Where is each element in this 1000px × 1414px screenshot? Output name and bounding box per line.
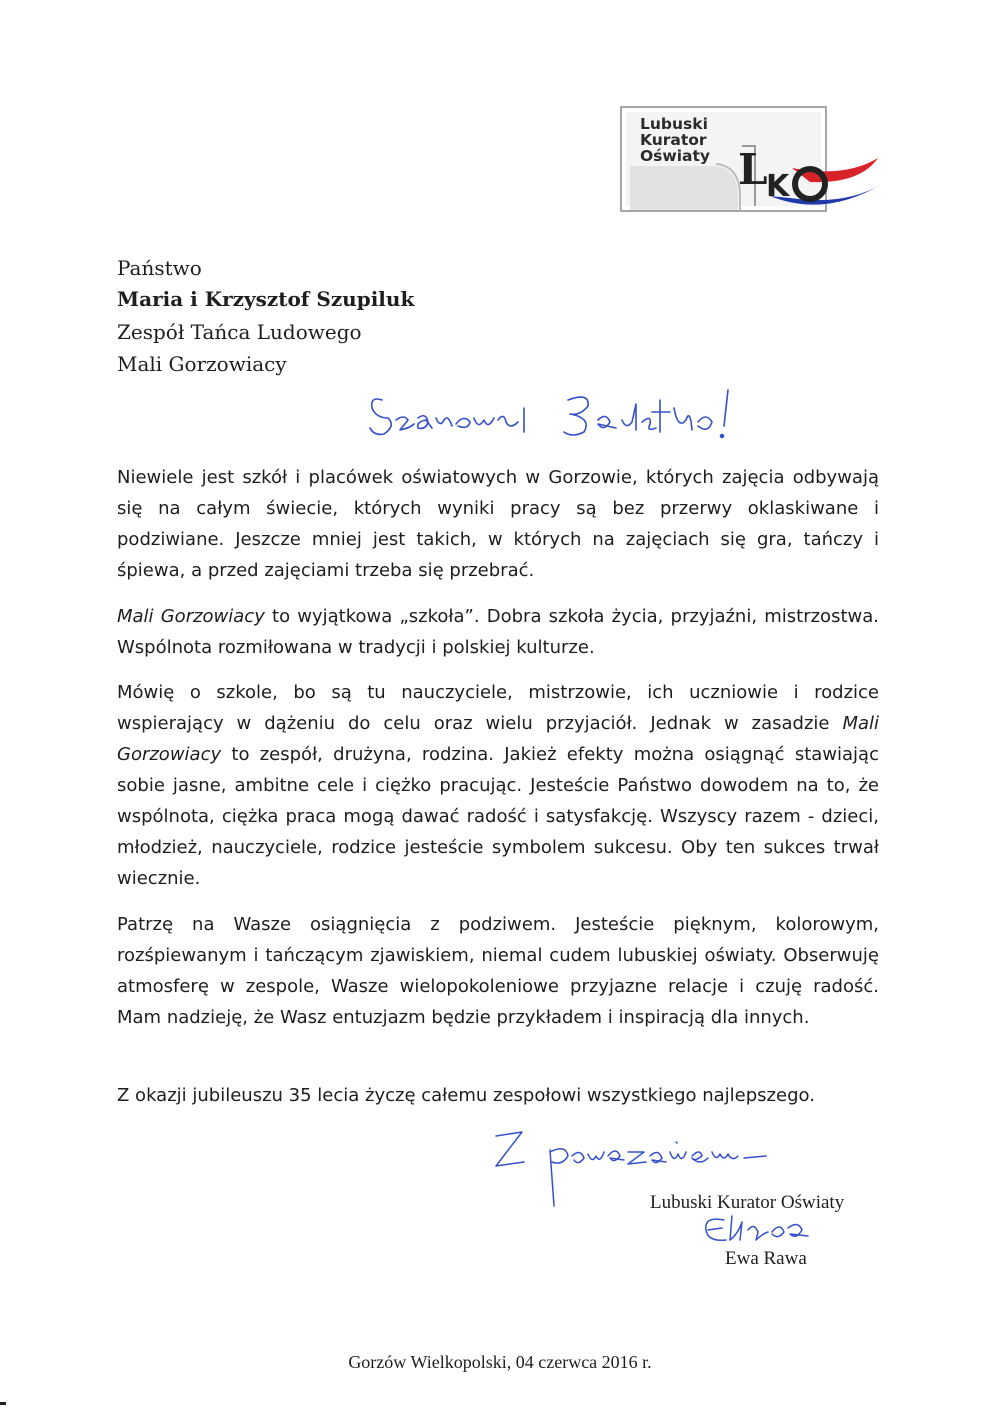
recipient-names: Maria i Krzysztof Szupiluk [117,287,415,311]
recipient-organization: Zespół Tańca Ludowego [117,320,362,344]
paragraph-4: Patrzę na Wasze osiągnięcia z podziwem. Jesteście pięknym, kolorowym, rozśpiewanym i tańczącym zjawiskiem, niemal cudem lubuskiej oświaty. Obserwuję atmosferę w zespole, Wasze wielopokoleniowe przyjazne relacje i czuję radość. Mam nadzieję, że Wasz entuzjazm będzie przykładem i inspiracją dla innych. [117,914,879,1028]
paragraph-3-text-b: to zespół, drużyna, rodzina. Jakież efekty można osiągnąć stawiając sobie jasne, ambitne cele i ciężko pracując. Jesteście Państwo dowodem na to, że wspólnota, ciężka praca mogą dawać radość i satysfakcję. Wszyscy razem - dzieci, młodzież, nauczyciele, rodzice jesteście symbolem sukcesu. Oby ten sukces trwał wiecznie. [117,744,879,889]
signatory-name: Ewa Rawa [725,1248,807,1269]
scan-mark [0,1402,6,1405]
recipient-group: Mali Gorzowiacy [117,352,287,376]
logo-line-2: Kurator [640,131,707,149]
closing-text: Z poważaniem - [488,1122,496,1123]
logo-line-3: Oświaty [640,147,711,165]
paragraph-2-emphasis: Mali Gorzowiacy [117,606,265,627]
paragraph-1: Niewiele jest szkół i placówek oświatowych w Gorzowie, których zajęcia odbywają się na całym świecie, których wyniki pracy są bez przerwy oklaskiwane i podziwiane. Jeszcze mniej jest takich, w których na zajęciach się gra, tańczy i śpiewa, a przed zajęciami trzeba się przebrać. [117,467,879,581]
paragraph-2-text: to wyjątkowa „szkoła”. Dobra szkoła życia, przyjaźni, mistrzostwa. Wspólnota rozmiłowana w tradycji i polskiej kulturze. [117,606,879,658]
logo-wordmark [640,116,710,164]
paragraph-3-text-a: Mówię o szkole, bo są tu nauczyciele, mistrzowie, ich uczniowie i rodzice wspierający w dążeniu do celu oraz wielu przyjaciół. Jednak w zasadzie [117,682,879,734]
svg-text:K: K [766,169,790,204]
paragraph-5: Z okazji jubileuszu 35 lecia życzę całemu zespołowi wszystkiego najlepszego. [117,1085,815,1106]
svg-text:L: L [738,145,768,194]
handwritten-greeting [360,378,740,458]
place-and-date: Gorzów Wielkopolski, 04 czerwca 2016 r. [348,1352,652,1372]
greeting-text: Szanowni Państwo! [360,378,370,379]
signatory-title: Lubuski Kurator Oświaty [650,1192,845,1213]
recipient-salutation: Państwo [117,256,202,280]
logo-line-1: Lubuski [640,115,708,133]
paragraph-3-emphasis: Mali Gorzowiacy [117,713,879,765]
kuratorium-logo [620,106,885,218]
paragraph-3 [117,677,879,894]
paragraph-2 [117,601,879,663]
